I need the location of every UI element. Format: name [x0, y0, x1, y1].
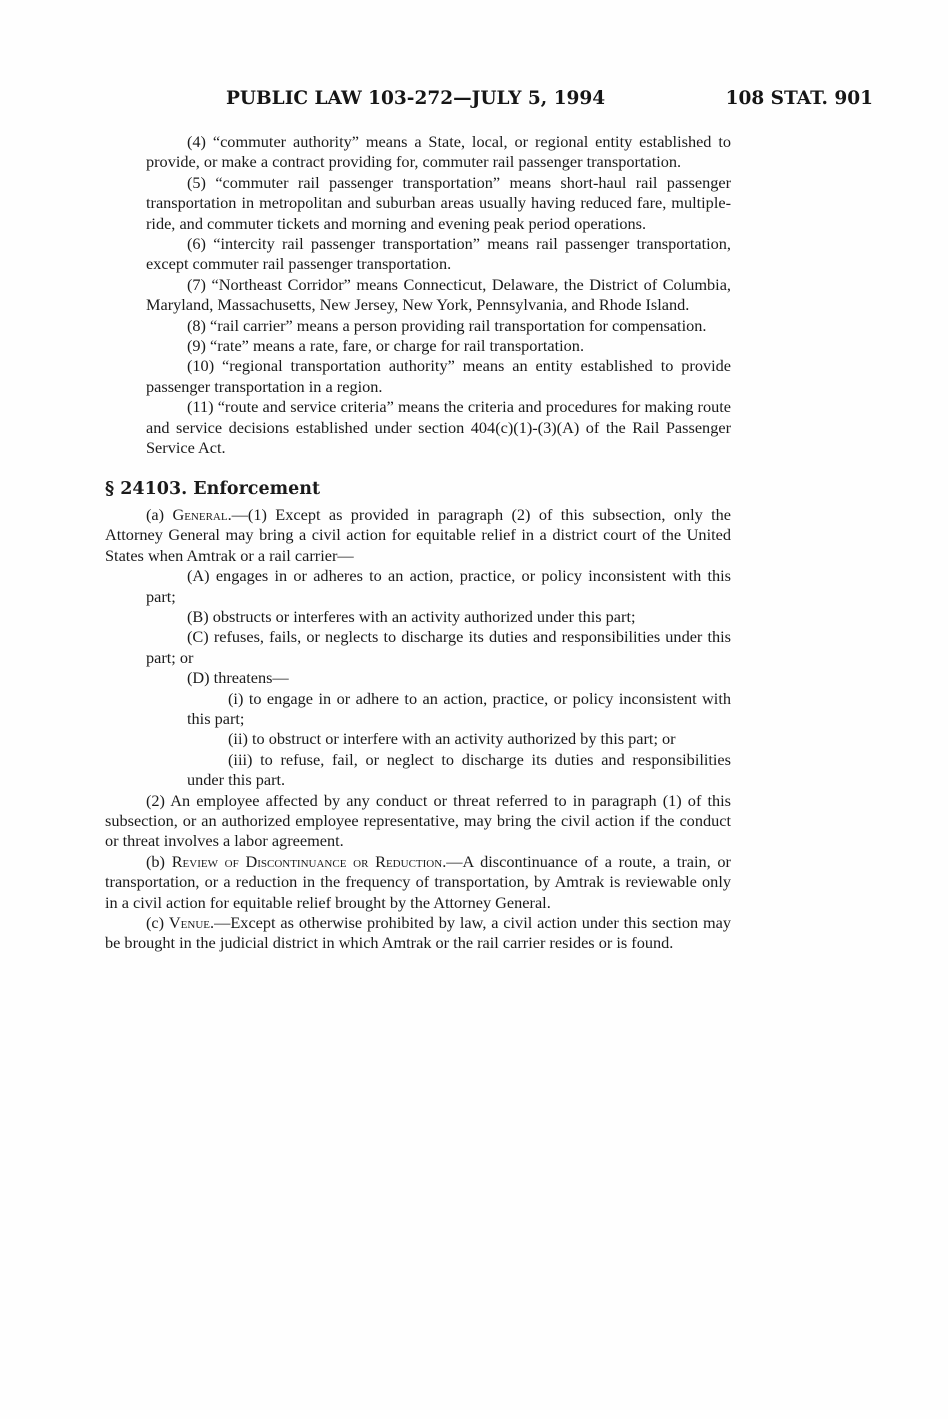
definitions-block [105, 132, 731, 459]
item-D-ii: (ii) to obstruct or interfere with an activity authorized by this part; or [228, 729, 676, 749]
subsection-b-caption: Review of Discontinuance or Reduction [171, 851, 443, 871]
running-header [105, 84, 873, 114]
definition-8: (8) “rail carrier” means a person providing rail transportation for compensation. [187, 315, 707, 335]
subsection-b [105, 852, 731, 913]
subsection-c-text: .—Except as otherwise prohibited by law, a civil action under this section may be brought in the judicial district in which Amtrak or the rail carrier resides or is found. [105, 913, 731, 953]
subsection-b-label: (b) [146, 851, 172, 871]
item-D-i: (i) to engage in or adhere to an action, practice, or policy inconsistent with this part; [187, 688, 731, 728]
definition-10: (10) “regional transportation authority” means an entity established to provide passenger transportation in a region. [146, 356, 731, 396]
definition-4: (4) “commuter authority” means a State, local, or regional entity established to provide, or make a contract providing for, commuter rail passenger transportation. [146, 132, 731, 172]
subsection-b-text: .—A discontinuance of a route, a train, or transportation, or a reduction in the frequency of transportation, by Amtrak is reviewable only in a civil action for equitable relief brought by the Attorney General. [105, 851, 731, 912]
item-A: (A) engages in or adheres to an action, practice, or policy inconsistent with this part; [146, 566, 731, 606]
item-D-iii: (iii) to refuse, fail, or neglect to discharge its duties and responsibilities under this part. [187, 749, 731, 790]
header-stat-page: 108 STAT. 901 [725, 88, 873, 109]
items-a-c [105, 566, 731, 688]
subsection-a-caption: General [172, 504, 228, 524]
subsection-a-label: (a) [146, 504, 173, 524]
header-title: PUBLIC LAW 103-272—JULY 5, 1994 [226, 88, 606, 109]
item-B: (B) obstructs or interferes with an activity authorized under this part; [187, 606, 636, 626]
definition-6: (6) “intercity rail passenger transportation” means rail passenger transportation, except commuter rail passenger transportation. [146, 234, 731, 274]
body-text [105, 132, 731, 954]
item-C: (C) refuses, fails, or neglects to discharge its duties and responsibilities under this part; or [146, 627, 731, 667]
subsection-c-label: (c) [146, 913, 169, 933]
paragraph-2: (2) An employee affected by any conduct or threat referred to in paragraph (1) of this subsection, or an authorized employee representative, may bring the civil action if the conduct or threat involves a labor agreement. [105, 790, 731, 851]
definition-9: (9) “rate” means a rate, fare, or charge for rail transportation. [187, 336, 585, 356]
section-heading: § 24103. Enforcement [105, 478, 321, 499]
subsection-a-text: .—(1) Except as provided in paragraph (2) of this subsection, only the Attorney General may bring a civil action for equitable relief in a district court of the United States when Amtrak or a rail carrier— [105, 504, 731, 565]
item-D: (D) threatens— [187, 668, 289, 688]
subsection-a [105, 505, 731, 566]
subsection-c [105, 913, 731, 954]
items-d-sub [105, 689, 731, 791]
subsection-c-caption: Venue [168, 913, 211, 933]
definition-7: (7) “Northeast Corridor” means Connecticut, Delaware, the District of Columbia, Maryland, Massachusetts, New Jersey, New York, Pennsylvania, and Rhode Island. [146, 274, 731, 315]
definition-11: (11) “route and service criteria” means the criteria and procedures for making route and service decisions established under section 404(c)(1)-(3)(A) of the Rail Passenger Service Act. [146, 397, 731, 458]
definition-5: (5) “commuter rail passenger transportation” means short-haul rail passenger transportation in metropolitan and suburban areas usually having reduced fare, multiple-ride, and commuter tickets and morning and evening peak period operations. [146, 172, 731, 233]
